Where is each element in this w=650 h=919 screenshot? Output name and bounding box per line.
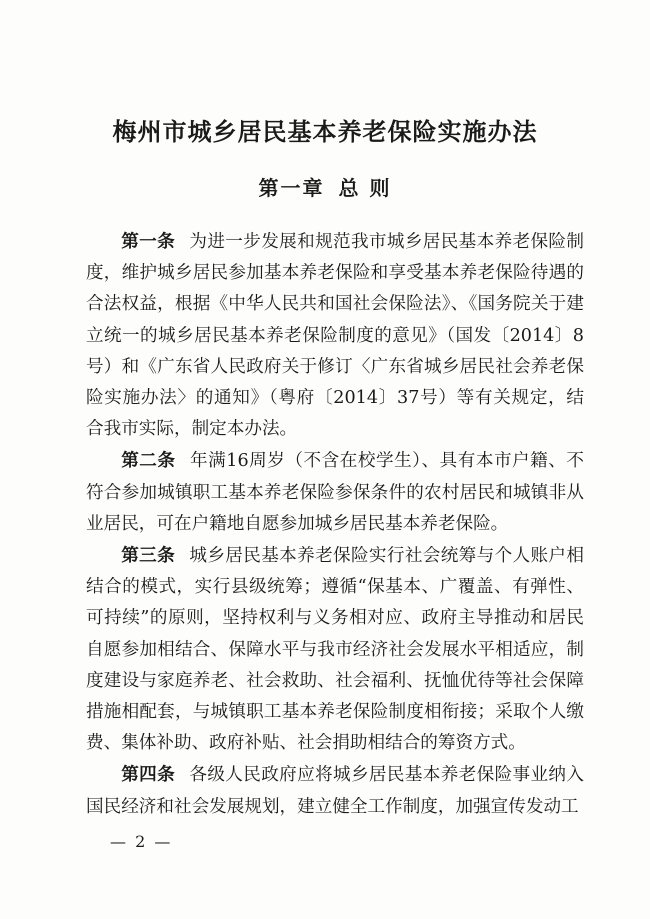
article-1 [86, 226, 584, 445]
article-4 [86, 759, 584, 822]
article-text: 为进一步发展和规范我市城乡居民基本养老保险制度，维护城乡居民参加基本养老保险和享受基本养老保险待遇的合法权益，根据《中华人民共和国社会保险法》、《国务院关于建立统一的城乡居民基本养老保险制度的意见》（国发〔2014〕8号）和《广东省人民政府关于修订〈广东省城乡居民社会养老保险实施办法〉的通知》（粤府〔2014〕37号）等有关规定，结合我市实际，制定本办法。 [86, 232, 584, 440]
article-label: 第四条 [121, 764, 176, 786]
article-3 [86, 540, 584, 759]
document-body [86, 226, 584, 823]
article-label: 第一条 [121, 231, 176, 252]
chapter-name: 总 则 [338, 176, 392, 200]
article-text: 年满16周岁（不含在校学生）、具有本市户籍、不符合参加城镇职工基本养老保险参保条件的农村居民和城镇非从业居民，可在户籍地自愿参加城乡居民基本养老保险。 [86, 451, 584, 534]
chapter-heading [0, 172, 650, 201]
document-title: 梅州市城乡居民基本养老保险实施办法 [112, 117, 538, 146]
chapter-number: 第一章 [258, 176, 325, 200]
page-number: — 2 — [110, 832, 173, 851]
article-label: 第三条 [121, 545, 176, 567]
article-text: 各级人民政府应将城乡居民基本养老保险事业纳入国民经济和社会发展规划，建立健全工作制度，加强宣传发动工 [86, 765, 584, 817]
article-2 [86, 445, 584, 540]
article-text: 城乡居民基本养老保险实行社会统筹与个人账户相结合的模式，实行县级统筹；遵循“保基本、广覆盖、有弹性、可持续”的原则，坚持权利与义务相对应、政府主导推动和居民自愿参加相结合、保障水平与我市经济社会发展水平相适应，制度建设与家庭养老、社会救助、社会福利、抚恤优待等社会保障措施相配套，与城镇职工基本养老保险制度相衔接；采取个人缴费、集体补助、政府补贴、社会捐助相结合的筹资方式。 [86, 546, 584, 754]
article-label: 第二条 [121, 450, 176, 472]
